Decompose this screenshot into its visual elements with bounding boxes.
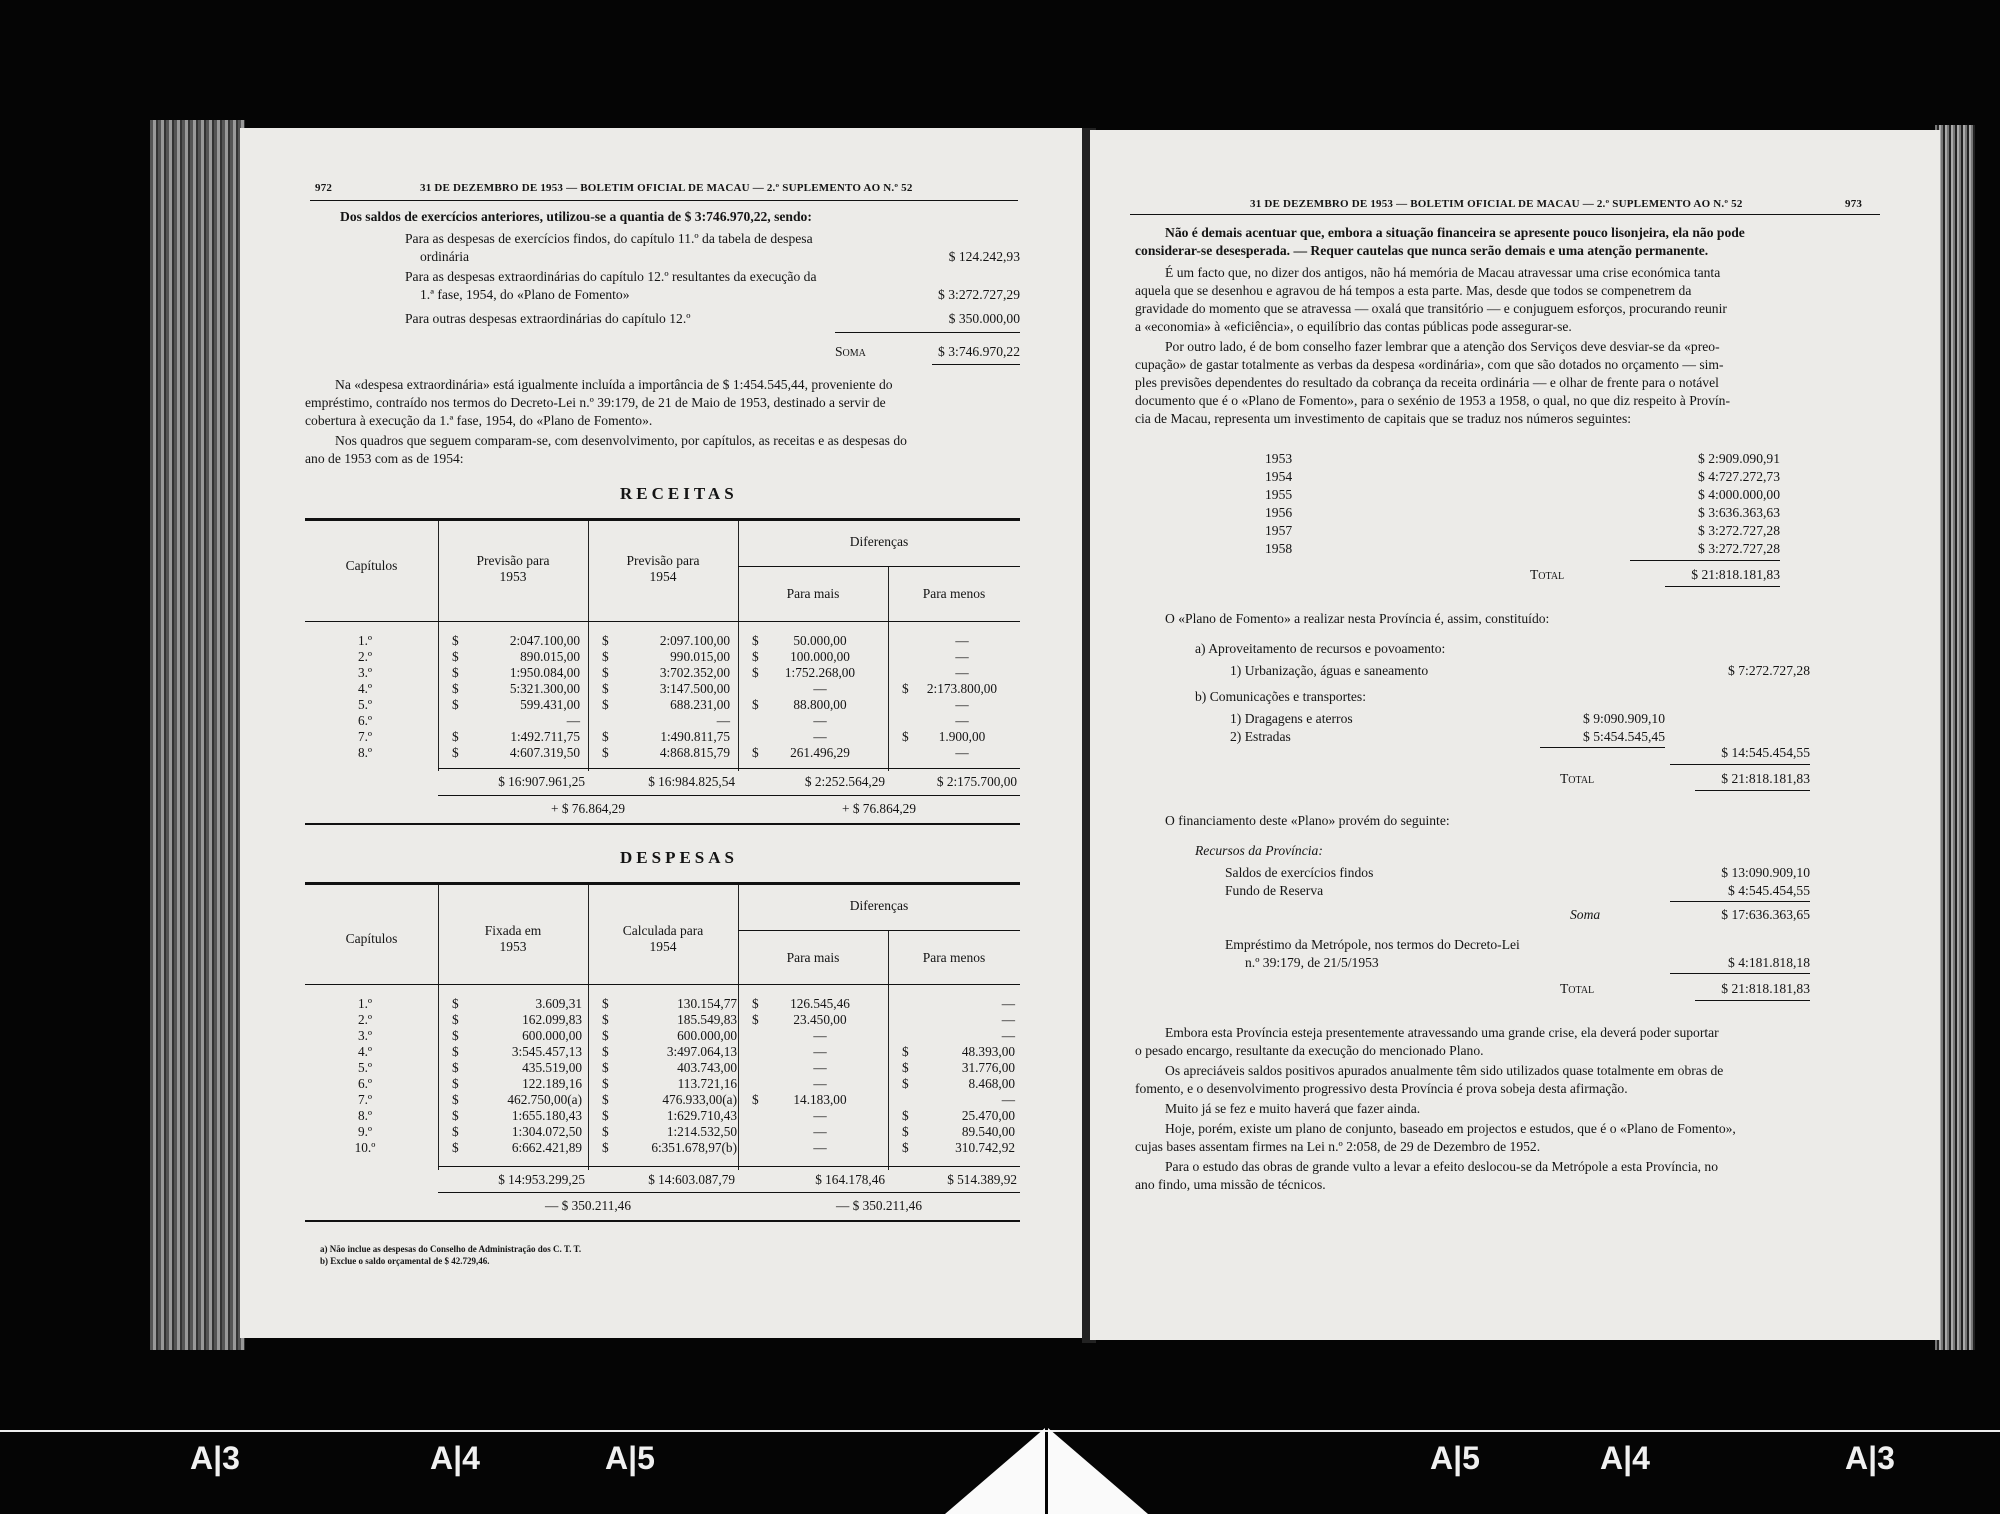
receitas-diff-rule [738,566,1020,567]
p3-line2: cupação» de gastar totalmente as verbas da despesa «ordinária», com que são dotados no orçamento — sim- [1135,357,1724,372]
p6-line1: Muito já se fez e muito haverá que fazer ainda. [1165,1101,1421,1116]
years-total-label: Total [1530,567,1565,582]
plano-b2-value: $ 5:454.545,45 [1583,729,1665,744]
fin-sum-rule [1670,973,1810,974]
plano-b2-label: 2) Estradas [1230,729,1291,744]
item-3-value: $ 350.000,00 [948,311,1020,326]
year-1958: 1958 [1265,541,1293,556]
despesas-h-col2-b: 1954 [649,939,677,954]
item-2-line2: 1.ª fase, 1954, do «Plano de Fomento» [420,287,630,302]
strip-label-4: A|5 [1430,1440,1480,1476]
plano-b-rule [1540,747,1665,748]
p4-line2: o pesado encargo, resultante da execução do mencionado Plano. [1135,1043,1484,1058]
strip-label-6: A|3 [1845,1440,1895,1476]
receitas-diff-left: + $ 76.864,29 [551,801,625,816]
soma-label: Soma [835,344,866,359]
year-1954: 1954 [1265,469,1293,484]
despesas-totals-rule [438,1166,1020,1167]
p2-line3: gravidade do momento que se atravessa — oxalá que transitório — e conjuguem esforços, procurando reunir [1135,301,1727,316]
receitas-c2-values: 2:097.100,00 990.015,00 3:702.352,00 3:147.500,00 688.231,00 — 1:490.811,75 4:868.815,79 [659,633,730,760]
para1-line1: Na «despesa extraordinária» está igualmente incluída a importância de $ 1:454.545,44, proveniente do [335,377,893,392]
emprestimo-line1: Empréstimo da Metrópole, nos termos do Decreto-Lei [1225,937,1520,952]
p7-line2: cujas bases assentam firmes na Lei n.º 2:058, de 29 de Dezembro de 1952. [1135,1139,1541,1154]
item-2-line1: Para as despesas extraordinárias do capítulo 12.º resultantes da execução da [405,269,817,284]
sum-rule [835,332,1020,333]
strip-label-2: A|4 [430,1440,480,1476]
item-1-value: $ 124.242,93 [948,249,1020,264]
recursos-soma-value: $ 17:636.363,65 [1721,907,1810,922]
receitas-c4-sym: $ $ [902,681,909,744]
receitas-top-rule [305,518,1020,521]
year-1954-value: $ 4:727.272,73 [1698,469,1780,484]
para1-line2: empréstimo, contraído nos termos do Decreto-Lei n.º 39:179, de 21 de Maio de 1953, destinado a servir de [305,395,886,410]
recursos-title: Recursos da Província: [1195,843,1323,858]
plano-b-sum: $ 14:545.454,55 [1721,745,1810,760]
plano-a1-value: $ 7:272.727,28 [1728,663,1810,678]
para1-line3: cobertura à execução da 1.ª fase, 1954, do «Plano de Fomento». [305,413,653,428]
p3-line1: Por outro lado, é de bom conselho fazer lembrar que a atenção dos Serviços deve desviar-se da «preo- [1165,339,1720,354]
p8-line2: ano findo, uma missão de técnicos. [1135,1177,1326,1192]
header-rule [310,200,1018,201]
page-number: 973 [1845,198,1863,210]
book-page-edges-left [150,120,245,1350]
p4-line1: Embora esta Província esteja presentemente atravessando uma grande crise, ela deverá poder suportar [1165,1025,1719,1040]
receitas-c1-values: 2:047.100,00 890.015,00 1:950.084,00 5:321.300,00 599.431,00 — 1:492.711,75 4:607.319,50 [509,633,580,760]
plano-intro: O «Plano de Fomento» a realizar nesta Província é, assim, constituído: [1165,611,1550,626]
receitas-vline [738,521,739,771]
page-header: 31 DE DEZEMBRO DE 1953 — BOLETIM OFICIAL DE MACAU — 2.º SUPLEMENTO AO N.º 52 [420,182,913,194]
despesas-h-col2-a: Calculada para [622,923,704,938]
despesas-h-diferencas: Diferenças [849,898,909,913]
receitas-total-1: $ 16:907.961,25 [498,774,585,789]
footnote-a: a) Não inclue as despesas do Conselho de Administração dos C. T. T. [320,1244,582,1254]
receitas-c2-sym: $ $ $ $ $ $ $ [602,633,609,760]
plano-a1-label: 1) Urbanização, águas e saneamento [1230,663,1429,678]
receitas-c4-values: — — — 2:173.800,00 — — 1.900,00 — [926,633,998,760]
item-1-line2: ordinária [420,249,470,264]
year-1957-value: $ 3:272.727,28 [1698,523,1780,538]
p3-line3: ples previsões dependentes do resultado da cobrança da receita ordinária — e olhar de frente para o notável [1135,375,1719,390]
soma-value: $ 3:746.970,22 [938,344,1020,359]
strip-label-3: A|5 [605,1440,655,1476]
despesas-total-4: $ 514.389,92 [947,1172,1017,1187]
para2-line2: ano de 1953 com as de 1954: [305,451,464,466]
p7-line1: Hoje, porém, existe um plano de conjunto, baseado em projectos e estudos, que é o «Plano de Fomento», [1165,1121,1736,1136]
receitas-total-3: $ 2:252.564,29 [804,774,885,789]
p1-line2: considerar-se desesperada. — Requer cautelas que nunca serão demais e uma atenção permanente. [1135,243,1709,258]
receitas-head-rule [305,621,1020,622]
emprestimo-value: $ 4:181.818,18 [1728,955,1810,970]
despesas-diff-rule [738,930,1020,931]
despesas-h-mais: Para mais [786,950,840,965]
despesas-h-menos: Para menos [922,950,986,965]
soma-underline [932,364,1020,365]
despesas-c2-values: 130.154,77 185.549,83 600.000,00 3:497.064,13 403.743,00 113.721,16 476.933,00(a) 1:629.710,43 1:214.532,50 6:351.678,97(b) [651,996,737,1155]
receitas-capitulos: 1.º 2.º 3.º 4.º 5.º 6.º 7.º 8.º [357,633,373,760]
year-1953: 1953 [1265,451,1293,466]
despesas-h-capitulos: Capítulos [345,931,398,946]
receitas-h-mais: Para mais [786,586,840,601]
despesas-h-col1-b: 1953 [499,939,527,954]
p5-line2: fomento, e o desenvolvimento progressivo desta Província é prova sobeja desta afirmação. [1135,1081,1628,1096]
saldos-label: Saldos de exercícios findos [1225,865,1374,880]
receitas-h-menos: Para menos [922,586,986,601]
despesas-head-rule [305,984,1020,985]
plano-b1-value: $ 9:090.909,10 [1583,711,1665,726]
receitas-h-col2-b: 1954 [649,569,677,584]
recursos-soma-label: Soma [1570,907,1601,922]
years-total-underline [1665,586,1780,587]
receitas-c3-values: 50.000,00 100.000,00 1:752.268,00 — 88.800,00 — — 261.496,29 [784,633,856,760]
plano-total-underline [1695,790,1810,791]
despesas-diff-right: — $ 350.211,46 [836,1198,922,1213]
year-1957: 1957 [1265,523,1293,538]
year-1958-value: $ 3:272.727,28 [1698,541,1780,556]
receitas-total-4: $ 2:175.700,00 [936,774,1017,789]
receitas-bottom-rule [305,823,1020,825]
fundo-value: $ 4:545.454,55 [1728,883,1810,898]
strip-label-1: A|3 [190,1440,240,1476]
despesas-total-1: $ 14:953.299,25 [498,1172,585,1187]
year-1956-value: $ 3:636.363,63 [1698,505,1780,520]
page-header: 31 DE DEZEMBRO DE 1953 — BOLETIM OFICIAL DE MACAU — 2.º SUPLEMENTO AO N.º 52 [1250,198,1743,210]
p5-line1: Os apreciáveis saldos positivos apurados anualmente têm sido utilizados quase totalmente em obras de [1165,1063,1724,1078]
receitas-c3-sym: $ $ $ $ $ [752,633,759,760]
despesas-total-3: $ 164.178,46 [815,1172,885,1187]
intro-line: Dos saldos de exercícios anteriores, utilizou-se a quantia de $ 3:746.970,22, sendo: [340,209,812,224]
plano-sum-rule [1670,764,1810,765]
despesas-diff-left: — $ 350.211,46 [545,1198,631,1213]
despesas-c4-values: — — — 48.393,00 31.776,00 8.468,00 — 25.470,00 89.540,00 310.742,92 [955,996,1015,1155]
right-page [1090,130,1940,1340]
footnote-b: b) Exclue o saldo orçamental de $ 42.729,46. [320,1256,490,1266]
despesas-c4-sym: $ $ $ $ $ $ [902,1044,909,1155]
left-page [240,128,1095,1338]
page-number: 972 [315,182,333,194]
receitas-h-diferencas: Diferenças [849,534,909,549]
years-total-value: $ 21:818.181,83 [1691,567,1780,582]
fundo-label: Fundo de Reserva [1225,883,1324,898]
receitas-diff-right: + $ 76.864,29 [842,801,916,816]
fin-intro: O financiamento deste «Plano» provém do seguinte: [1165,813,1450,828]
year-1955: 1955 [1265,487,1293,502]
strip-label-5: A|4 [1600,1440,1650,1476]
plano-b1-label: 1) Dragagens e aterros [1230,711,1353,726]
receitas-h-col1-a: Previsão para [476,553,550,568]
para2-line1: Nos quadros que seguem comparam-se, com desenvolvimento, por capítulos, as receitas e as despesas do [335,433,907,448]
item-1-line1: Para as despesas de exercícios findos, do capítulo 11.º da tabela de despesa [405,231,813,246]
despesas-c3-sym: $ $ $ [752,996,759,1107]
receitas-h-capitulos: Capítulos [345,558,398,573]
p3-line4: documento que é o «Plano de Fomento», para o sexénio de 1953 a 1958, o qual, no que diz respeito à Provín- [1135,393,1730,408]
book-page-edges-right [1935,125,1975,1350]
despesas-diff-bracket [438,1192,1020,1193]
receitas-total-2: $ 16:984.825,54 [648,774,735,789]
despesas-bottom-rule [305,1220,1020,1222]
plano-total-value: $ 21:818.181,83 [1721,771,1810,786]
despesas-vline [888,930,889,1170]
item-3-line1: Para outras despesas extraordinárias do capítulo 12.º [405,311,691,326]
despesas-c2-sym: $ $ $ $ $ $ $ $ $ $ [602,996,609,1155]
plano-b-title: b) Comunicações e transportes: [1195,689,1367,704]
year-1955-value: $ 4:000.000,00 [1698,487,1780,502]
despesas-top-rule [305,882,1020,885]
years-sum-rule [1630,560,1780,561]
fin-total-value: $ 21:818.181,83 [1721,981,1810,996]
center-triangle-left [945,1428,1045,1514]
receitas-diff-bracket [438,795,1020,796]
despesas-total-2: $ 14:603.087,79 [648,1172,735,1187]
year-1956: 1956 [1265,505,1293,520]
p8-line1: Para o estudo das obras de grande vulto a levar a efeito deslocou-se da Metrópole a esta Província, no [1165,1159,1719,1174]
despesas-c1-sym: $ $ $ $ $ $ $ $ $ $ [452,996,459,1155]
fin-total-label: Total [1560,981,1595,996]
despesas-h-col1-a: Fixada em [484,923,542,938]
p1-line1: Não é demais acentuar que, embora a situação financeira se apresente pouco lisonjeira, ela não pode [1165,225,1745,240]
receitas-h-col2-a: Previsão para [626,553,700,568]
p2-line1: É um facto que, no dizer dos antigos, não há memória de Macau atravessar uma crise económica tanta [1165,265,1721,280]
p2-line2: aquela que se desenhou e agravou de há tempos a esta parte. Mas, desde que todos se compenetrem da [1135,283,1692,298]
despesas-c1-values: 3.609,31 162.099,83 600.000,00 3:545.457,13 435.519,00 122.189,16 462.750,00(a) 1:655.180,43 1:304.072,50 6:662.421,89 [507,996,582,1155]
item-2-value: $ 3:272.727,29 [938,287,1020,302]
recursos-sum-rule [1670,901,1810,902]
receitas-totals-rule [438,768,1020,769]
p3-line5: cia de Macau, representa um investimento de capitais que se traduz nos números seguintes: [1135,411,1632,426]
header-rule [1130,214,1880,215]
fin-total-underline [1695,1000,1810,1001]
saldos-value: $ 13:090.909,10 [1721,865,1810,880]
despesas-capitulos: 1.º 2.º 3.º 4.º 5.º 6.º 7.º 8.º 9.º 10.º [354,996,376,1155]
despesas-c3-values: 126.545,46 23.450,00 — — — — 14.183,00 — — — [790,996,850,1155]
despesas-title: DESPESAS [620,848,738,867]
receitas-title: RECEITAS [620,484,738,503]
center-triangle-right [1048,1428,1148,1514]
despesas-vline [738,885,739,1170]
plano-total-label: Total [1560,771,1595,786]
receitas-h-col1-b: 1953 [499,569,527,584]
plano-a-title: a) Aproveitamento de recursos e povoamento: [1195,641,1446,656]
p2-line4: a «economia» à «eficiência», o equilíbrio das contas públicas pode assegurar-se. [1135,319,1572,334]
receitas-c1-sym: $ $ $ $ $ $ $ [452,633,459,760]
emprestimo-line2: n.º 39:179, de 21/5/1953 [1245,955,1379,970]
year-1953-value: $ 2:909.090,91 [1698,451,1780,466]
